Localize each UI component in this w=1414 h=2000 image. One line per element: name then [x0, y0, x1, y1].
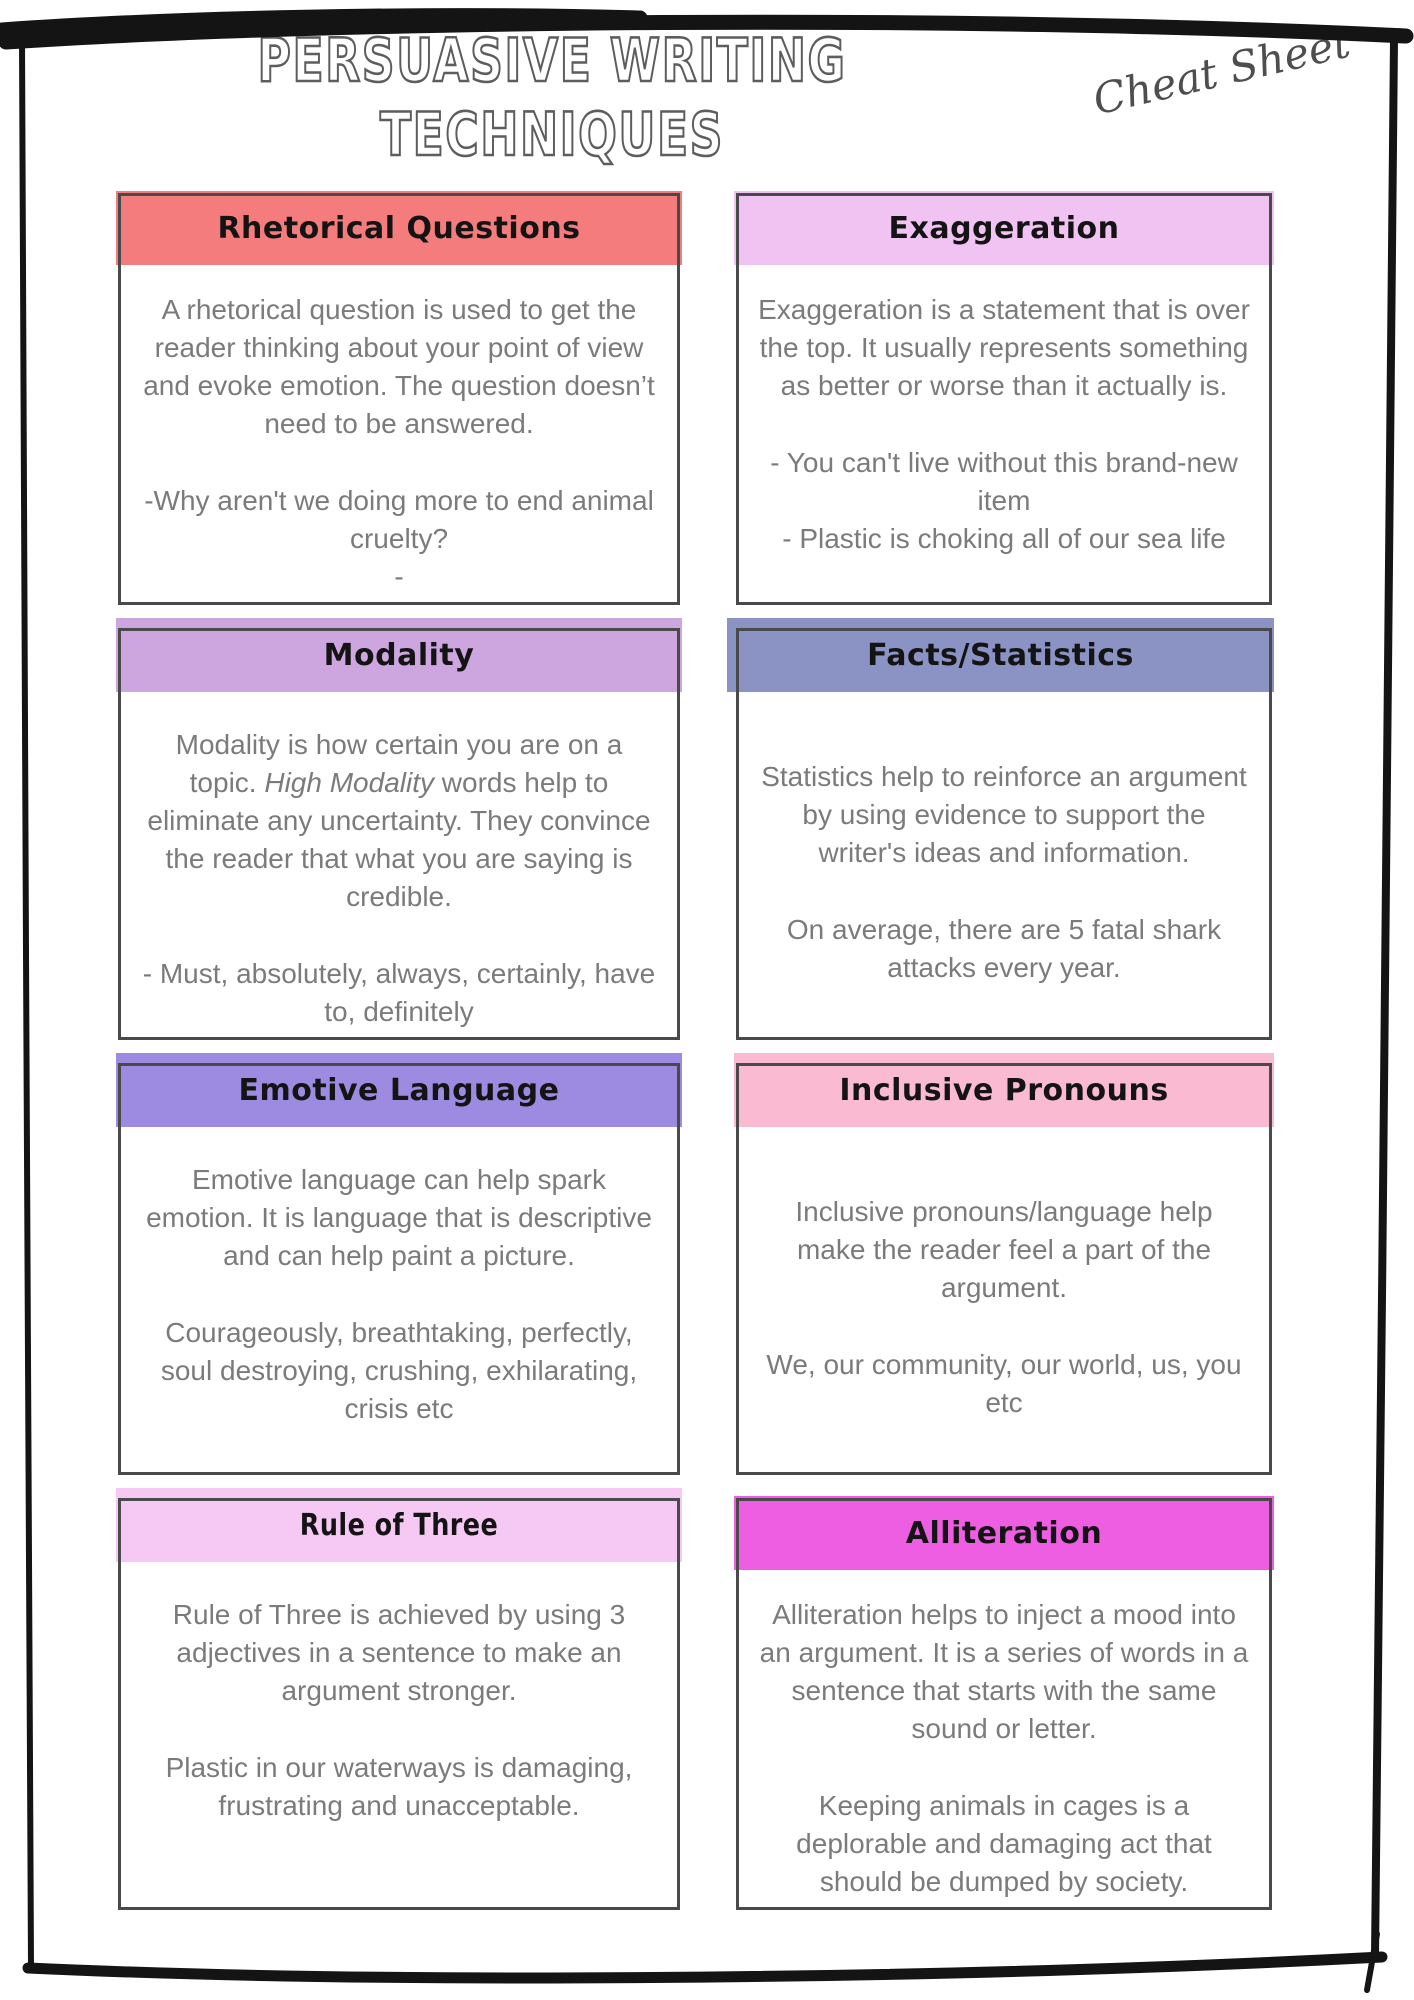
card-body	[736, 1063, 1272, 1422]
card-definition	[140, 1596, 658, 1710]
card-examples	[140, 1749, 658, 1825]
card-examples	[140, 1314, 658, 1428]
page-title-line-1: PERSUASIVE WRITING	[257, 26, 847, 96]
technique-cards-grid	[118, 193, 1272, 1910]
card-examples	[140, 955, 658, 1031]
card-definition	[140, 726, 658, 916]
card-def-italic: High Modality	[264, 767, 434, 799]
card-rule-of-three	[118, 1498, 680, 1910]
example-line: -	[394, 561, 404, 593]
card-title: Rhetorical Questions	[217, 211, 581, 246]
card-body	[118, 1498, 680, 1825]
card-def-text: Alliteration helps to inject a mood into an argument. It is a series of words in a sentence that starts with the same sound or letter.	[759, 1599, 1249, 1745]
card-title: Exaggeration	[888, 211, 1120, 246]
card-body	[118, 628, 680, 1032]
card-alliteration	[736, 1498, 1272, 1910]
card-rhetorical-questions	[118, 193, 680, 605]
card-def-text: Rule of Three is achieved by using 3 adjectives in a sentence to make an argument stronger.	[172, 1599, 626, 1707]
card-exaggeration	[736, 193, 1272, 605]
card-inclusive-pronouns	[736, 1063, 1272, 1475]
card-definition	[758, 758, 1250, 872]
page-title	[0, 24, 1104, 172]
example-line: On average, there are 5 fatal shark attacks every year.	[786, 914, 1222, 984]
card-examples	[758, 911, 1250, 987]
card-body	[118, 193, 680, 597]
card-modality	[118, 628, 680, 1040]
card-body	[736, 193, 1272, 558]
example-line: Plastic in our waterways is damaging, frustrating and unacceptable.	[165, 1752, 633, 1822]
card-facts-statistics	[736, 628, 1272, 1040]
card-title: Modality	[323, 638, 475, 673]
card-body	[736, 1498, 1272, 1902]
card-def-text: A rhetorical question is used to get the reader thinking about your point of view and evoke emotion. The question doesn’t need to be answered.	[143, 294, 655, 440]
card-examples	[758, 1787, 1250, 1901]
card-title: Facts/Statistics	[867, 638, 1134, 673]
card-definition	[758, 1596, 1250, 1748]
card-examples	[758, 1346, 1250, 1422]
card-body	[736, 628, 1272, 987]
example-line: We, our community, our world, us, you etc	[766, 1349, 1242, 1419]
card-definition	[140, 1161, 658, 1275]
example-line: - You can't live without this brand-new item	[770, 447, 1238, 517]
card-title: Emotive Language	[238, 1073, 560, 1108]
example-line: Courageously, breathtaking, perfectly, soul destroying, crushing, exhilarating, crisis etc	[160, 1317, 638, 1425]
card-def-text: Statistics help to reinforce an argument by using evidence to support the writer's ideas and information.	[761, 761, 1247, 869]
card-body	[118, 1063, 680, 1428]
card-examples	[140, 482, 658, 596]
example-line: - Must, absolutely, always, certainly, have to, definitely	[142, 958, 656, 1028]
card-def-text: Emotive language can help spark emotion. It is language that is descriptive and can help paint a picture.	[146, 1164, 652, 1272]
card-def-text-post: words help to eliminate any uncertainty. They convince the reader that what you are saying is credible.	[147, 767, 651, 913]
example-line: Keeping animals in cages is a deplorable and damaging act that should be dumped by society.	[796, 1790, 1212, 1898]
card-examples	[758, 444, 1250, 558]
card-def-text: Exaggeration is a statement that is over the top. It usually represents something as better or worse than it actually is.	[758, 294, 1250, 402]
card-definition	[758, 291, 1250, 405]
card-title: Alliteration	[905, 1516, 1103, 1551]
card-def-text: Modality is how certain you are on a topic.	[175, 729, 623, 799]
page-title-line-2: TECHNIQUES	[379, 100, 724, 170]
card-title: Inclusive Pronouns	[839, 1073, 1169, 1108]
example-line: - Plastic is choking all of our sea life	[782, 523, 1226, 555]
example-line: -Why aren't we doing more to end animal cruelty?	[144, 485, 654, 555]
card-emotive-language	[118, 1063, 680, 1475]
card-title: Rule of Three	[299, 1508, 499, 1543]
card-def-text: Inclusive pronouns/language help make the reader feel a part of the argument.	[795, 1196, 1213, 1304]
cheat-sheet-script-label: Cheat Sheet	[1088, 17, 1355, 125]
card-definition	[140, 291, 658, 443]
card-definition	[758, 1193, 1250, 1307]
